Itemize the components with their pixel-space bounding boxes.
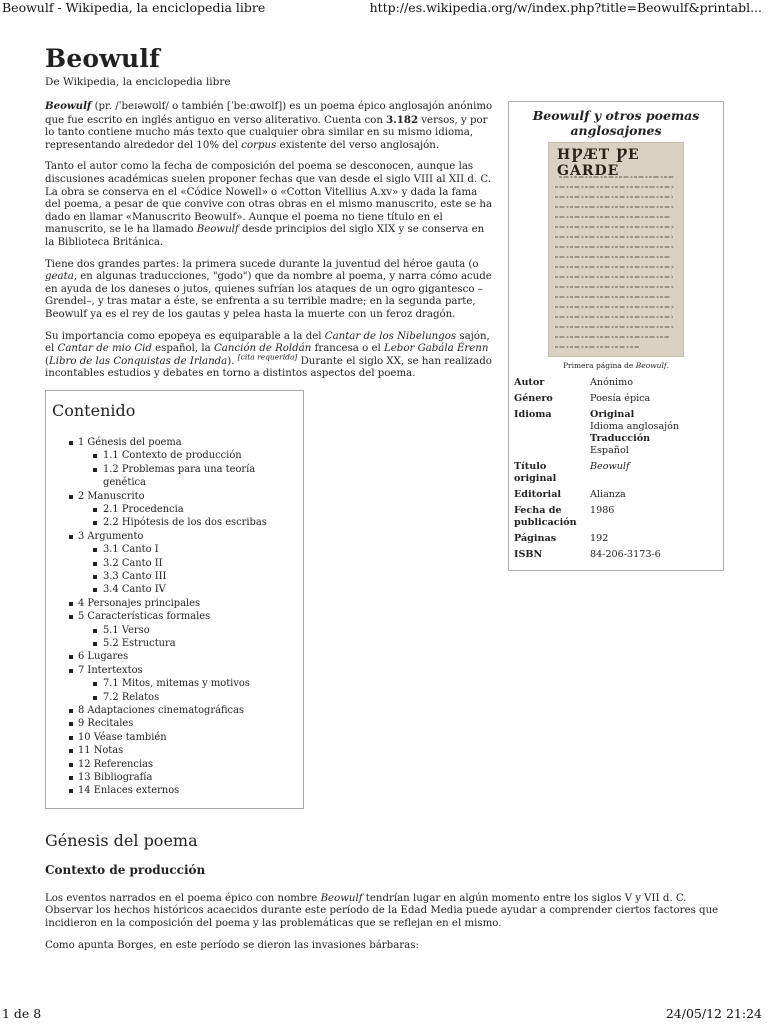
text-span: existente del verso anglosajón. (276, 139, 440, 151)
text-italic: Libro de las Conquistas de Irlanda (48, 355, 228, 367)
text-italic: Beowulf (320, 892, 363, 904)
toc-item[interactable]: 9 Recitales (52, 717, 297, 730)
infobox-value[interactable]: 1986 (590, 505, 615, 516)
text-span: desde principios del siglo XIX y se conserva en la Biblioteca Británica. (45, 224, 485, 248)
toc-item[interactable]: 6 Lugares (52, 650, 297, 663)
infobox-table (512, 376, 720, 564)
paragraph-structure (45, 259, 493, 322)
manuscript-image[interactable] (548, 142, 684, 357)
page-count: 1 de 8 (2, 1006, 42, 1021)
infobox-subvalue[interactable]: Idioma anglosajón (590, 421, 680, 432)
toc-item[interactable]: 10 Véase también (52, 731, 297, 744)
toc-item[interactable]: 13 Bibliografía (52, 771, 297, 784)
toc-item[interactable]: 2.2 Hipótesis de los dos escribas (52, 516, 297, 529)
infobox-row-fecha (512, 504, 720, 532)
infobox-row-paginas (512, 532, 720, 548)
toc-item[interactable]: 7 Intertextos (52, 664, 297, 677)
text-span: Su importancia como epopeya es equiparable a la del (45, 330, 325, 342)
link-corpus[interactable]: corpus (241, 139, 277, 151)
toc-list (52, 436, 297, 798)
infobox-value: Anónimo (590, 377, 634, 388)
paragraph-borges: Como apunta Borges, en este período se dieron las invasiones bárbaras: (45, 939, 419, 951)
print-header (0, 0, 768, 18)
infobox-subvalue[interactable]: Español (590, 445, 629, 456)
citation-needed[interactable]: [cita requerida] (237, 352, 298, 362)
text-span: ). (227, 355, 238, 367)
infobox-key: Género (514, 393, 553, 404)
infobox (508, 101, 724, 571)
infobox-key: Título original (514, 461, 557, 484)
toc-item[interactable]: 3 Argumento (52, 530, 297, 543)
infobox-subkey: Traducción (590, 433, 651, 444)
paragraph-authorship (45, 161, 493, 249)
toc-item[interactable]: 4 Personajes principales (52, 597, 297, 610)
toc-item[interactable]: 1.2 Problemas para una teoría genética (52, 463, 297, 490)
link-nibelungos[interactable]: Cantar de los Nibelungos (324, 330, 457, 342)
infobox-key: Fecha de publicación (514, 505, 577, 528)
manuscript-heading-text: HǷÆT ǷE GARDE (557, 147, 640, 179)
toc-item[interactable]: 7.1 Mitos, mitemas y motivos (52, 677, 297, 690)
text-span: sajón, el (45, 330, 490, 355)
infobox-title: Beowulf y otros poemas anglosajones (532, 108, 700, 138)
infobox-key[interactable]: ISBN (514, 549, 543, 560)
infobox-value: Beowulf (590, 461, 630, 472)
text-italic: Beowulf (635, 361, 667, 370)
infobox-value: 192 (590, 533, 609, 544)
toc-item[interactable]: 12 Referencias (52, 758, 297, 771)
verse-count: 3.182 (386, 113, 419, 126)
toc-item[interactable]: 1 Génesis del poema (52, 436, 297, 449)
text-span: Tanto el autor como la fecha de composición del poema se desconocen, aunque las discusiones académicas suelen proponer fechas que van desde el siglo VIII al XII d. C. La obra se conserva en el «Códice Nowell» o «Cotton Vitellius A.xv» y dada la fama del poema, a pesar de que convive con otras obras en el mismo manuscrito, este se ha dado en llamar «Manuscrito Beowulf». Aunque el poema no tiene título en el manuscrito, se le ha llamado (45, 161, 493, 236)
toc-item[interactable]: 3.4 Canto IV (52, 583, 297, 596)
infobox-key: Idioma (514, 409, 552, 420)
infobox-value[interactable]: Alianza (590, 489, 626, 500)
print-footer (0, 1006, 768, 1024)
toc-item[interactable]: 8 Adaptaciones cinematográficas (52, 704, 297, 717)
infobox-row-isbn (512, 548, 720, 564)
print-header-title: Beowulf - Wikipedia, la enciclopedia libre (2, 0, 266, 15)
text-span: Los eventos narrados en el poema épico con nombre (45, 892, 321, 904)
page-subtitle: De Wikipedia, la enciclopedia libre (45, 76, 231, 88)
infobox-row-idioma (512, 408, 720, 460)
text-span: español, la (151, 343, 214, 355)
toc-item[interactable]: 3.2 Canto II (52, 557, 297, 570)
infobox-key: Autor (514, 377, 545, 388)
text-span: (pr. /ˈbeɪəwʊlf/ o también [ˈbeːɑwʊlf]) es un poema épico anglosajón anónimo que fue escrito en inglés antiguo en verso aliterativo. Cuenta con (45, 101, 493, 126)
infobox-value[interactable]: 84-206-3173-6 (590, 549, 661, 560)
section-heading-genesis: Génesis del poema (45, 830, 198, 850)
paragraph-intro (45, 100, 493, 152)
toc-item[interactable]: 2 Manuscrito (52, 490, 297, 503)
toc-title: Contenido (52, 400, 136, 420)
subsection-heading-contexto: Contexto de producción (45, 862, 206, 877)
lead-section (45, 100, 493, 381)
manuscript-lines-graphic (549, 143, 683, 356)
infobox-key: Páginas (514, 533, 557, 544)
text-span: Primera página de (562, 361, 636, 370)
toc-item[interactable]: 2.1 Procedencia (52, 503, 297, 516)
infobox-row-editorial (512, 488, 720, 504)
table-of-contents (45, 390, 304, 809)
toc-item[interactable]: 5.1 Verso (52, 624, 297, 637)
toc-item[interactable]: 5.2 Estructura (52, 637, 297, 650)
text-span: versos, y por lo tanto contiene mucho más texto que cualquier obra similar en su mismo idioma, representando alrededor del 10% del (45, 114, 488, 151)
link-cantar-mio-cid[interactable]: Cantar de mio Cid (57, 343, 152, 355)
link-lebor-gabala[interactable]: Lebor Gabála Érenn (384, 343, 489, 355)
text-span: . (666, 361, 670, 370)
paragraph-importance (45, 331, 493, 381)
toc-item[interactable]: 1.1 Contexto de producción (52, 449, 297, 462)
link-cancion-roldan[interactable]: Canción de Roldán (213, 343, 312, 355)
infobox-subkey: Original (590, 409, 635, 420)
text-span: Tiene dos grandes partes: la primera sucede durante la juventud del héroe gauta (o (45, 258, 479, 270)
infobox-row-titulo (512, 460, 720, 488)
print-timestamp: 24/05/12 21:24 (665, 1006, 762, 1021)
image-caption (512, 361, 720, 370)
page-title: Beowulf (45, 44, 161, 73)
infobox-value (588, 408, 720, 460)
text-span: Durante el siglo XX, se han realizado incontables estudios y debates en torno a distintos aspectos del poema. (45, 355, 492, 380)
toc-item[interactable]: 11 Notas (52, 744, 297, 757)
infobox-row-autor (512, 376, 720, 392)
infobox-value[interactable]: Poesía épica (590, 393, 651, 404)
text-span: , en algunas traducciones, "godo") que da nombre al poema, y narra cómo acude en ayuda de los daneses o jutos, quienes sufrían los ataques de un ogro gigantesco –Grendel–, y tras matar a éste, se enfrenta a su terrible madre; en la segunda parte, Beowulf ya es el rey de los gautas y pelea hasta la muerte con un feroz dragón. (45, 271, 492, 320)
text-span: tendrían lugar en algún momento entre los siglos V y VII d. C. Observar los hechos históricos acaecidos durante este período de la Edad Media puede ayudar a comprender ciertos factores que incidieron en la composición del poema y las problemáticas que se reflejan en el mismo. (45, 892, 719, 930)
text-italic: geata (45, 271, 74, 283)
article-content (45, 44, 725, 961)
text-span: ( (45, 355, 49, 367)
toc-item[interactable]: 3.3 Canto III (52, 570, 297, 583)
infobox-row-genero (512, 392, 720, 408)
toc-item[interactable]: 3.1 Canto I (52, 543, 297, 556)
text-italic: Beowulf (196, 224, 239, 236)
text-span: francesa o el (311, 343, 385, 355)
term-beowulf: Beowulf (45, 100, 92, 112)
print-header-url: http://es.wikipedia.org/w/index.php?title=Beowulf&printabl... (369, 0, 762, 15)
toc-item[interactable]: 14 Enlaces externos (52, 784, 297, 797)
paragraph-context (45, 893, 725, 931)
toc-item[interactable]: 5 Características formales (52, 610, 297, 623)
infobox-key: Editorial (514, 489, 562, 500)
toc-item[interactable]: 7.2 Relatos (52, 691, 297, 704)
